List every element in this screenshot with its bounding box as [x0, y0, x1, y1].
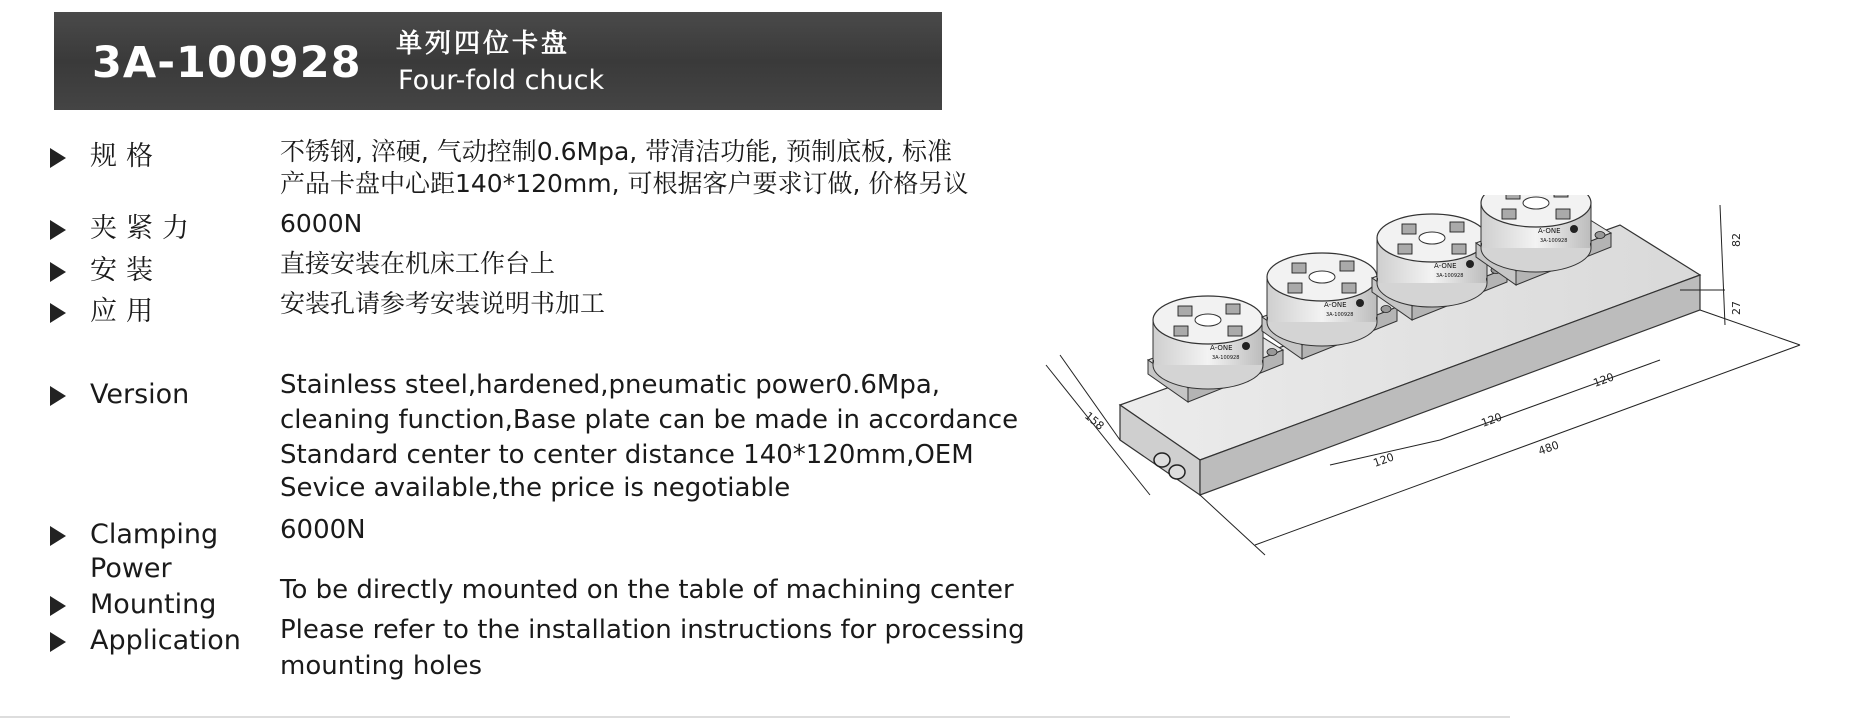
- bullet-icon: [50, 632, 66, 652]
- chuck-brand-label: A-ONE: [1434, 262, 1457, 270]
- dim-length: 480: [1536, 438, 1561, 458]
- bullet-icon: [50, 220, 66, 240]
- spec-value: Sevice available,the price is negotiable: [280, 473, 791, 503]
- spec-label: Clamping: [90, 519, 219, 550]
- chuck-drawing: [1040, 195, 1860, 595]
- dim-pitch: 120: [1371, 450, 1396, 470]
- brand-logo-icon: [1356, 299, 1364, 307]
- chuck-model-label: 3A-100928: [1212, 355, 1240, 361]
- brand-logo-icon: [1466, 260, 1474, 268]
- spec-value: 不锈钢, 淬硬, 气动控制0.6Mpa, 带清洁功能, 预制底板, 标准: [280, 137, 952, 166]
- bullet-icon: [50, 148, 66, 168]
- spec-value: 安装孔请参考安装说明书加工: [280, 289, 606, 318]
- spec-value: 产品卡盘中心距140*120mm, 可根据客户要求订做, 价格另议: [280, 169, 969, 198]
- spec-value: cleaning function,Base plate can be made in accordance: [280, 405, 1019, 435]
- spec-label: Mounting: [90, 589, 217, 620]
- bullet-icon: [50, 303, 66, 323]
- product-name-cn: 单列四位卡盘: [396, 29, 571, 59]
- product-name-en: Four-fold chuck: [398, 65, 605, 96]
- dim-pitch: 120: [1591, 370, 1616, 390]
- spec-value: Stainless steel,hardened,pneumatic power0.6Mpa,: [280, 370, 941, 400]
- title-bar: [54, 12, 942, 110]
- bullet-icon: [50, 596, 66, 616]
- spec-value: Standard center to center distance 140*120mm,OEM: [280, 440, 974, 470]
- brand-logo-icon: [1242, 342, 1250, 350]
- bullet-icon: [50, 526, 66, 546]
- spec-label: Application: [90, 625, 241, 656]
- chuck-brand-label: A-ONE: [1210, 344, 1233, 352]
- chuck-model-label: 3A-100928: [1540, 238, 1568, 244]
- chuck-brand-label: A-ONE: [1538, 227, 1561, 235]
- spec-label: Power: [90, 553, 172, 584]
- spec-label: 安装: [90, 255, 162, 286]
- dim-width: 158: [1082, 409, 1107, 433]
- spec-value: 6000N: [280, 515, 366, 545]
- chuck-model-label: 3A-100928: [1436, 273, 1464, 279]
- spec-value: 6000N: [280, 209, 363, 238]
- bullet-icon: [50, 386, 66, 406]
- brand-logo-icon: [1570, 225, 1578, 233]
- divider: [0, 716, 1510, 718]
- chuck-model-label: 3A-100928: [1326, 312, 1354, 318]
- dim-height-base: 27: [1730, 301, 1743, 315]
- dim-pitch: 120: [1479, 410, 1504, 430]
- spec-value: To be directly mounted on the table of machining center: [280, 575, 1014, 605]
- bullet-icon: [50, 262, 66, 282]
- spec-label: 夹紧力: [90, 213, 198, 244]
- spec-value: Please refer to the installation instructions for processing: [280, 615, 1025, 645]
- spec-label: 应用: [90, 296, 162, 327]
- product-code: 3A-100928: [92, 38, 362, 88]
- spec-value: 直接安装在机床工作台上: [280, 249, 556, 278]
- chuck-brand-label: A-ONE: [1324, 301, 1347, 309]
- dim-height-total: 82: [1730, 233, 1743, 247]
- spec-label: Version: [90, 379, 190, 410]
- spec-value: mounting holes: [280, 651, 483, 681]
- spec-label: 规格: [90, 141, 162, 172]
